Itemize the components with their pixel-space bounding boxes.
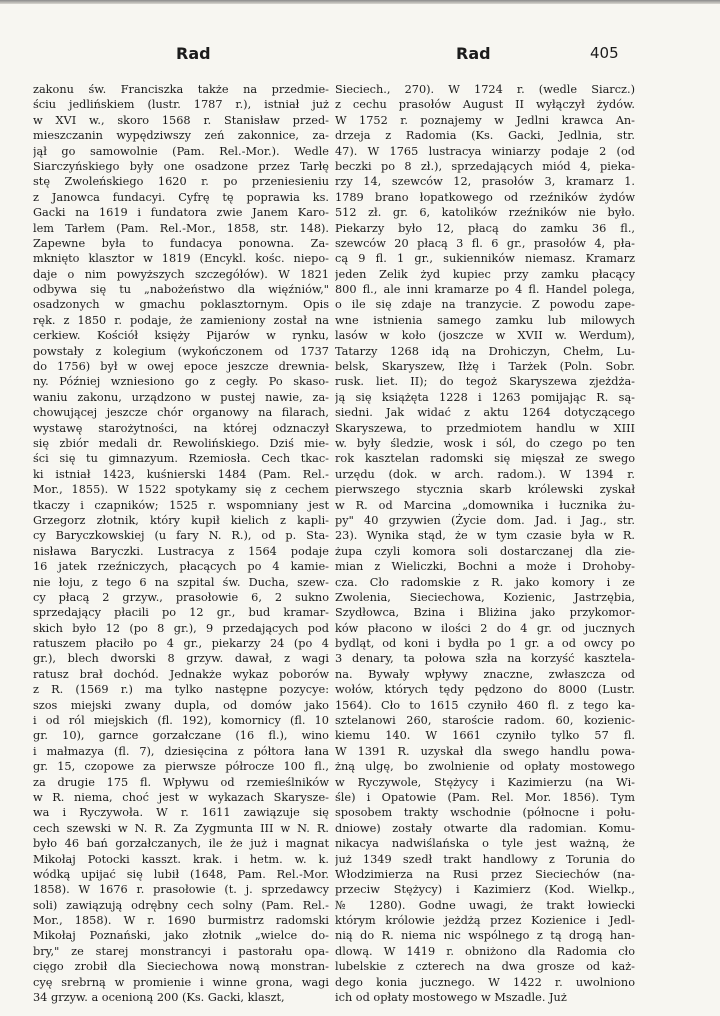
text-line: Gacki na 1619 i fundatora zwie Janem Karo- — [33, 206, 329, 220]
text-line: 1564). Cło to 1615 czyniło 460 fl. z tego ka- — [335, 698, 635, 712]
text-line: daje o nim powyższych szczegółów). W 1821 — [33, 267, 329, 281]
text-line: ich od opłaty mostowego w Mszadle. Już — [335, 991, 567, 1005]
text-line: osadzonych w gmachu poklasztornym. Opis — [33, 298, 329, 312]
text-line: pierwszego stycznia skarb królewski zyskał — [335, 483, 635, 497]
text-line: rok kasztelan radomski się mięszał ze swego — [335, 452, 635, 466]
text-line: Mikołaj Potocki kasszt. krak. i hetm. w. k. — [33, 852, 329, 866]
text-line: wystawę starożytności, na której odznaczył — [33, 421, 329, 435]
text-line: 1789 brano łopatkowego od rzeźników żydów — [335, 190, 635, 204]
text-line: gr.), blech dworski 8 grzyw. dawał, z wagi — [33, 652, 329, 666]
text-line: w. były śledzie, wosk i sól, do czego po ten — [335, 436, 635, 450]
text-line: bry," ze starej monstrancyi i pastorału opa- — [33, 944, 329, 958]
text-line: ków płacono w ilości 2 do 4 gr. od jucznych — [335, 621, 635, 635]
text-line: z cechu prasołów August II wyłączył żydów. — [335, 98, 635, 112]
text-line: sposobem trakty wschodnie (północne i połu- — [335, 806, 635, 820]
text-line: ściu jedlińskiem (lustr. 1787 r.), istniał już — [33, 98, 329, 112]
text-line: szos miejski zwany dupla, od domów jako — [33, 698, 329, 712]
text-line: belsk, Skaryszew, Iłżę i Tarżek (Poln. Sobr. — [335, 360, 635, 374]
text-line: lasów w koło (joszcze w XVII w. Werdum), — [335, 329, 635, 343]
text-line: w R. od Marcina „domownika i łucznika żu- — [335, 498, 635, 512]
text-line: Zapewne była to fundacya ponowna. Za- — [33, 236, 329, 250]
right-text-column — [335, 82, 635, 1005]
text-line: tkaczy i czapników; 1525 r. wspomniany jest — [33, 498, 329, 512]
text-line: cięgo zrobił dla Sieciechowa nową monstran- — [33, 960, 329, 974]
text-line: nisława Baryczki. Lustracya z 1564 podaje — [33, 544, 329, 558]
text-line: lubelskie z czterech na dwa grosze od każ- — [335, 960, 635, 974]
text-line: Skaryszewa, to przedmiotem handlu w XIII — [335, 421, 635, 435]
text-line: nią do R. niema nic wspólnego z tą drogą han- — [335, 929, 635, 943]
text-line: Zwolenia, Sieciechowa, Kozienic, Jastrzębia, — [335, 590, 635, 604]
text-line: Włodzimierza na Rusi przez Sieciechów (na- — [335, 867, 635, 881]
running-head-right: Rad — [456, 44, 491, 63]
text-line: Siarczyńskiego były one osadzone przez Tarłę — [33, 159, 329, 173]
text-line: cą 9 fl. 1 gr., sukienników niemasz. Kramarz — [335, 252, 635, 266]
text-line: bydląt, od koni i bydła po 1 gr. a od owcy po — [335, 637, 635, 651]
text-line: cy Baryczkowskiej (u fary N. R.), od p. Sta- — [33, 529, 329, 543]
text-line: wa i Ryczywoła. W r. 1611 zawiązuje się — [33, 806, 329, 820]
text-line: 512 zł. gr. 6, katolików rzeźników nie było. — [335, 206, 635, 220]
text-line: rusk. liet. II); do tegoż Skaryszewa zjeżdża- — [335, 375, 635, 389]
text-line: nie łoju, z tego 6 na szpital św. Ducha, szew- — [33, 575, 329, 589]
text-line: dego konia jucznego. W 1422 r. uwolniono — [335, 975, 635, 989]
text-line: 16 jatek rzeźniczych, płacących po 4 kamie- — [33, 560, 329, 574]
text-line: żną ulgę, bo zwolnienie od opłaty mostowego — [335, 760, 635, 774]
text-line: ją się książęta 1228 i 1263 pomijając R. są- — [335, 390, 635, 404]
text-line: 23). Wynika stąd, że w tym czasie była w R. — [335, 529, 635, 543]
text-line: z R. (1569 r.) ma tylko następne pozycye: — [33, 683, 329, 697]
text-line: już 1349 szedł trakt handlowy z Torunia do — [335, 852, 635, 866]
text-line: Mikołaj Poznański, jako złotnik „wielce do- — [33, 929, 329, 943]
text-line: z Janowca fundacyi. Cyfrę tę poprawia ks. — [33, 190, 329, 204]
text-line: ratuszem płaciło po 4 gr., piekarzy 24 (po 4 — [33, 637, 329, 651]
text-line: cza. Cło radomskie z R. jako komory i ze — [335, 575, 635, 589]
text-line: odbywa się tu „nabożeństwo dla więźniów," — [33, 283, 329, 297]
text-line: w XVI w., skoro 1568 r. Stanisław przed- — [33, 113, 329, 127]
text-line: cy płacą 2 grzyw., prasołowie 6, 2 sukno — [33, 590, 329, 604]
text-line: na. Bywały wpływy znaczne, zwłaszcza od — [335, 667, 635, 681]
text-line: nikacya nadwiślańska o tyle jest ważną, że — [335, 837, 635, 851]
text-line: było 46 bań gorzałczanych, ile że już i magnat — [33, 837, 329, 851]
text-line: 3 denary, ta połowa szła na korzyść kasztela- — [335, 652, 635, 666]
text-line: 47). W 1765 lustracya winiarzy podaje 2 (od — [335, 144, 635, 158]
text-line: i od ról miejskich (fl. 192), komornicy (fl. 10 — [33, 714, 329, 728]
text-line: soli) zawiązują odrębny cech solny (Pam. Rel.- — [33, 898, 329, 912]
text-line: W 1752 r. poznajemy w Jedlni krawca An- — [335, 113, 635, 127]
page-header — [0, 44, 720, 74]
text-line: cerkiew. Kościół księży Pijarów w rynku, — [33, 329, 329, 343]
text-line: wódką upijać się lubił (1648, Pam. Rel.-Mor. — [33, 867, 329, 881]
text-line: Sieciech., 270). W 1724 r. (wedle Siarcz.) — [335, 83, 635, 96]
text-line: chowującej jeszcze chór organowy na filarach, — [33, 406, 329, 420]
text-line: zakonu św. Franciszka także na przedmie- — [33, 83, 329, 96]
text-line: Grzegorz złotnik, który kupił kielich z kapli- — [33, 513, 329, 527]
text-line: sztelanowi 260, staroście radom. 60, kozienic- — [335, 714, 635, 728]
text-line: w R. niema, choć jest w wykazach Skarysze- — [33, 790, 329, 804]
text-line: siedni. Jak widać z aktu 1264 dotyczącego — [335, 406, 635, 420]
text-line: w Ryczywole, Stężycy i Kazimierzu (na Wi- — [335, 775, 635, 789]
text-line: cech szewski w N. R. Za Zygmunta III w N. R. — [33, 821, 329, 835]
text-line: Tatarzy 1268 idą na Drohiczyn, Chełm, Lu- — [335, 344, 635, 358]
text-line: ręk. z 1850 r. podaje, że zamieniony został na — [33, 313, 329, 327]
text-line: dniowe) zostały otwarte dla radomian. Komu- — [335, 821, 635, 835]
text-line: powstały z kolegium (wykończonem od 1737 — [33, 344, 329, 358]
text-line: do 1756) był w owej epoce jeszcze drewnia- — [33, 360, 329, 374]
text-line: 1858). W 1676 r. prasołowie (t. j. sprzedawcy — [33, 883, 329, 897]
text-line: lem Tarłem (Pam. Rel.-Mor., 1858, str. 148). — [33, 221, 329, 235]
text-line: ratusz brał dochód. Jednakże wykaz poborów — [33, 667, 329, 681]
text-line: py" 40 grzywien (Życie dom. Jad. i Jag., str. — [335, 513, 635, 527]
text-line: rzy 14, szewców 12, prasołów 3, kramarz 1. — [335, 175, 635, 189]
text-line: gr. 15, czopowe za pierwsze półrocze 100 fl., — [33, 760, 329, 774]
text-line: stę Zwoleńskiego 1620 r. po przeniesieniu — [33, 175, 329, 189]
text-line: jął go samowolnie (Pam. Rel.-Mor.). Wedle — [33, 144, 329, 158]
page-number: 405 — [590, 44, 619, 62]
text-line: cyę srebrną w promienie i winne grona, wagi — [33, 975, 329, 989]
text-line: ki istniał 1423, kuśnierski 1484 (Pam. Rel.- — [33, 467, 329, 481]
running-head-left: Rad — [176, 44, 211, 63]
text-line: gr. 10), garnce gorzałczane (16 fl.), wino — [33, 729, 329, 743]
text-line: szewców 20 płacą 3 fl. 6 gr., prasołów 4, pła- — [335, 236, 635, 250]
text-line: urzędu (dok. w arch. radom.). W 1394 r. — [335, 467, 635, 481]
text-line: przeciw Stężycy) i Kazimierz (Kod. Wielkp., — [335, 883, 635, 897]
text-line: Piekarzy było 12, płacą do zamku 36 fl., — [335, 221, 635, 235]
text-line: dlową. W 1419 r. obniżono dla Radomia cło — [335, 944, 635, 958]
text-line: i małmazya (fl. 7), dziesięcina z półtora łana — [33, 744, 329, 758]
text-line: jeden Zelik żyd kupiec przy zamku płacący — [335, 267, 635, 281]
text-line: sprzedający płacili po 12 gr., bud kramar- — [33, 606, 329, 620]
text-line: 34 grzyw. a ocenioną 200 (Ks. Gacki, klaszt, — [33, 991, 285, 1005]
text-line: mieszczanin wypędziwszy zeń zakonnice, za- — [33, 129, 329, 143]
text-line: żupa czyli komora soli dostarczanej dla zie- — [335, 544, 635, 558]
left-text-column — [33, 82, 329, 1005]
text-line: drzeja z Radomia (Ks. Gacki, Jedlnia, str. — [335, 129, 635, 143]
text-line: beczki po 8 zł.), sprzedających miód 4, pieka- — [335, 159, 635, 173]
text-line: o ile się zdaje na tranzycie. Z powodu zape- — [335, 298, 635, 312]
text-line: Mor., 1858). W r. 1690 burmistrz radomski — [33, 914, 329, 928]
text-line: śle) i Opatowie (Pam. Rel. Mor. 1856). Tym — [335, 790, 635, 804]
text-line: ści się tu gimnazyum. Rzemiosła. Cech tkac- — [33, 452, 329, 466]
text-line: mian z Wieliczki, Bochni a może i Drohoby- — [335, 560, 635, 574]
text-line: za drugie 175 fl. Wpływu od rzemieślników — [33, 775, 329, 789]
text-line: ny. Później wzniesiono go z cegły. Po skaso- — [33, 375, 329, 389]
text-line: 800 fl., ale inni kramarze po 4 fl. Handel polega, — [335, 283, 635, 297]
text-line: wne istnienia samego zamku lub milowych — [335, 313, 635, 327]
text-line: się zbiór medali dr. Rewolińskiego. Dziś mie- — [33, 436, 329, 450]
text-line: skich było 12 (po 8 gr.), 9 przedających pod — [33, 621, 329, 635]
text-line: Szydłowca, Bzina i Bliżina jako przykomor- — [335, 606, 635, 620]
text-line: W 1391 R. uzyskał dla swego handlu powa- — [335, 744, 635, 758]
text-line: którym królowie jeżdżą przez Kozienice i Jedl- — [335, 914, 635, 928]
text-line: waniu zakonu, urządzono w pustej nawie, za- — [33, 390, 329, 404]
text-line: mknięto klasztor w 1819 (Encykl. kośc. niepo- — [33, 252, 329, 266]
page-top-edge — [0, 0, 720, 4]
text-line: wołów, których tędy pędzono do 8000 (Lustr. — [335, 683, 635, 697]
text-line: kiemu 140. W 1661 czyniło tylko 57 fl. — [335, 729, 635, 743]
text-line: Mor., 1855). W 1522 spotykamy się z cechem — [33, 483, 329, 497]
text-line: № 1280). Godne uwagi, że trakt łowiecki — [335, 898, 635, 912]
